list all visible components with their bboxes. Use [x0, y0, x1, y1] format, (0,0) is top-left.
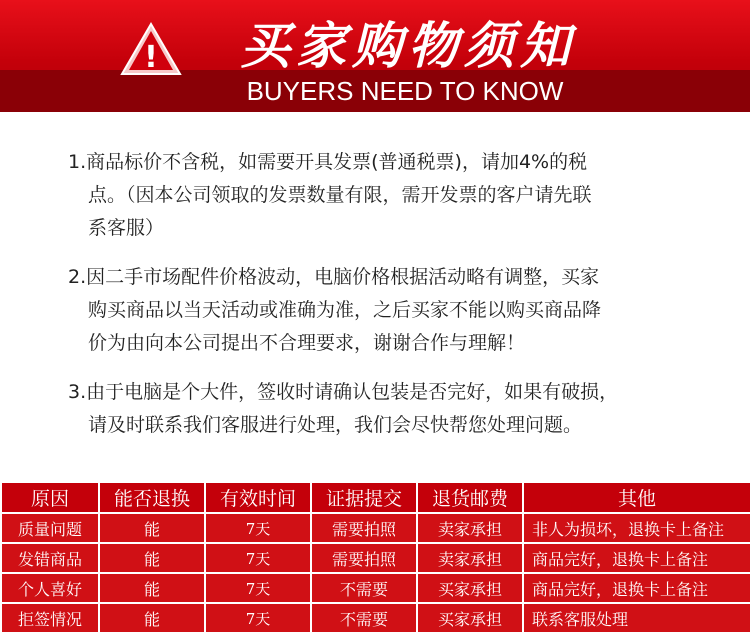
- header-evidence: 证据提交: [311, 482, 417, 513]
- table-cell: 拒签情况: [1, 603, 99, 633]
- warning-icon: [120, 22, 182, 78]
- table-cell: 联系客服处理: [523, 603, 750, 633]
- notice-line: 3.由于电脑是个大件，签收时请确认包装是否完好，如果有破损，: [68, 381, 619, 403]
- return-policy-table: [0, 481, 750, 634]
- table-cell: 7天: [205, 543, 311, 573]
- table-cell: 能: [99, 603, 205, 633]
- table-cell: 商品完好，退换卡上备注: [523, 543, 750, 573]
- table-cell: 能: [99, 573, 205, 603]
- table-cell: 7天: [205, 573, 311, 603]
- table-row: [1, 603, 750, 633]
- table-cell: 能: [99, 513, 205, 543]
- table-cell: 需要拍照: [311, 513, 417, 543]
- table-row: [1, 543, 750, 573]
- table-cell: 非人为损坏，退换卡上备注: [523, 513, 750, 543]
- notice-line: 购买商品以当天活动或准确为准，之后买家不能以购买商品降: [88, 299, 602, 321]
- table-cell: 质量问题: [1, 513, 99, 543]
- notice-item: [68, 261, 708, 360]
- table-cell: 个人喜好: [1, 573, 99, 603]
- header-banner: [0, 0, 750, 112]
- table-cell: 卖家承担: [417, 543, 523, 573]
- page-title: 买家购物须知: [240, 16, 576, 75]
- notice-line: 1.商品标价不含税，如需要开具发票(普通税票)，请加4%的税: [68, 151, 588, 173]
- table-cell: 卖家承担: [417, 513, 523, 543]
- table-cell: 7天: [205, 513, 311, 543]
- header-shipping-fee: 退货邮费: [417, 482, 523, 513]
- table-cell: 不需要: [311, 573, 417, 603]
- table-cell: 买家承担: [417, 603, 523, 633]
- table-cell: 能: [99, 543, 205, 573]
- table-row: [1, 513, 750, 543]
- table-cell: 买家承担: [417, 573, 523, 603]
- notice-line: 系客服）: [88, 217, 165, 239]
- table-cell: 不需要: [311, 603, 417, 633]
- notice-line: 请及时联系我们客服进行处理，我们会尽快帮您处理问题。: [88, 414, 583, 436]
- warning-glyph: !: [144, 40, 158, 75]
- page-subtitle: BUYERS NEED TO KNOW: [246, 76, 564, 106]
- header-returnable: 能否退换: [99, 482, 205, 513]
- header-other: 其他: [523, 482, 750, 513]
- notice-line: 价为由向本公司提出不合理要求，谢谢合作与理解！: [88, 332, 526, 354]
- header-valid-time: 有效时间: [205, 482, 311, 513]
- table-row: [1, 573, 750, 603]
- notice-item: [68, 376, 708, 442]
- header-reason: 原因: [1, 482, 99, 513]
- notice-list: [68, 146, 708, 458]
- table-cell: 需要拍照: [311, 543, 417, 573]
- table-cell: 发错商品: [1, 543, 99, 573]
- notice-line: 点。（因本公司领取的发票数量有限，需开发票的客户请先联: [88, 184, 592, 206]
- table-header-row: [1, 482, 750, 513]
- notice-item: [68, 146, 708, 245]
- table-cell: 7天: [205, 603, 311, 633]
- table-cell: 商品完好，退换卡上备注: [523, 573, 750, 603]
- notice-line: 2.因二手市场配件价格波动，电脑价格根据活动略有调整，买家: [68, 266, 600, 288]
